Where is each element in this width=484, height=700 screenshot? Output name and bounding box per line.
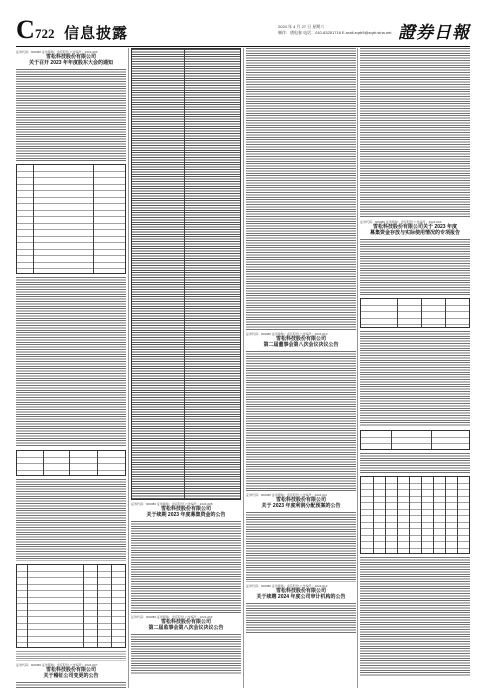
notice-title: 第二届董事会第八次会议决议公告 — [263, 342, 339, 348]
body-text — [246, 48, 356, 330]
column-4 — [360, 48, 470, 688]
body-text — [131, 634, 241, 674]
notice-header — [246, 493, 356, 509]
fund-balance-table — [360, 298, 470, 328]
column-2 — [131, 48, 241, 688]
notice-code: 证券代码：600080 证券简称：金花股份 公告编号：2024-006 — [360, 220, 442, 224]
body-text — [16, 479, 126, 561]
notice-company: 雪松科技股份有限公司 — [160, 506, 211, 512]
masthead-logo: 證券日報 — [398, 23, 470, 43]
notice-title: 关于续聘 2024 年度公司审计机构的公告 — [256, 594, 346, 600]
notice-title: 关于召开 2023 年年度股东大会的通知 — [29, 60, 113, 66]
notice-code: 证券代码：600080 证券简称：金花股份 公告编号：2024-005 — [16, 50, 98, 54]
body-text — [131, 521, 241, 613]
page-letter: C — [16, 15, 35, 44]
column-1 — [16, 48, 126, 688]
notice-code: 证券代码：600080 证券简称：金花股份 公告编号：2024-009 — [131, 615, 213, 619]
notice-company: 雪松科技股份有限公司 — [45, 667, 96, 673]
date-line: 2024 年 4 月 27 日 星期六 — [278, 24, 325, 29]
body-text — [16, 651, 126, 661]
column-divider — [357, 48, 358, 688]
notice-code: 证券代码：600080 证券简称：金花股份 公告编号：2024-012 — [246, 584, 328, 588]
notice-code: 证券代码：600080 证券简称：金花股份 公告编号：2024-007 — [16, 663, 98, 667]
page-number: 722 — [35, 26, 55, 41]
body-text — [16, 682, 126, 688]
body-text — [16, 277, 126, 447]
page-header — [16, 16, 470, 46]
fund-usage-table — [131, 48, 241, 500]
account-table — [360, 430, 470, 450]
notice-header — [360, 220, 470, 236]
column-divider — [243, 48, 244, 688]
proxy-form-table — [16, 564, 126, 648]
body-text — [246, 512, 356, 582]
notice-code: 证券代码：600080 证券简称：金花股份 公告编号：2024-010 — [246, 332, 328, 336]
notice-header — [246, 332, 356, 348]
notice-header — [131, 502, 241, 518]
column-3 — [246, 48, 356, 688]
notice-header — [246, 584, 356, 600]
contact-line: 制作：唐电春 电话：010-83251716 E-mail:zqrb9@zqrb.sina.net — [278, 30, 392, 35]
body-text — [360, 48, 470, 218]
notice-title: 第二届监事会第八次会议决议公告 — [148, 625, 224, 631]
body-text — [360, 453, 470, 473]
agenda-table — [16, 164, 126, 274]
registration-table — [16, 450, 126, 476]
header-rule — [16, 46, 470, 47]
notice-title: 关于续期 2023 年度募集资金的公告 — [146, 512, 226, 518]
body-text — [360, 331, 470, 427]
body-text — [360, 239, 470, 295]
project-progress-table — [360, 476, 470, 554]
notice-header — [16, 50, 126, 66]
body-text — [16, 69, 126, 161]
notice-title: 募集资金存放与实际使用情况的专项报告 — [369, 230, 460, 236]
notice-company: 雪松科技股份有限公司关于 2023 年度 — [373, 224, 457, 230]
notice-company: 雪松科技股份有限公司 — [275, 588, 326, 594]
body-text — [246, 603, 356, 633]
notice-title: 关于 2023 年度利润分配预案的公告 — [261, 503, 341, 509]
body-text — [360, 557, 470, 677]
notice-company: 雪松科技股份有限公司 — [275, 497, 326, 503]
notice-code: 证券代码：600080 证券简称：金花股份 公告编号：2024-011 — [246, 493, 328, 497]
notice-header — [131, 615, 241, 631]
notice-header — [16, 663, 126, 679]
notice-code: 证券代码：600080 证券简称：金花股份 公告编号：2024-008 — [131, 502, 213, 506]
notice-company: 雪松科技股份有限公司 — [275, 336, 326, 342]
notice-title: 关于稽征公司变更的公告 — [43, 673, 99, 679]
notice-company: 雪松科技股份有限公司 — [160, 619, 211, 625]
notice-company: 雪松科技股份有限公司 — [45, 54, 96, 60]
section-title: 信息披露 — [64, 24, 129, 42]
body-text — [246, 351, 356, 491]
column-divider — [128, 48, 129, 688]
